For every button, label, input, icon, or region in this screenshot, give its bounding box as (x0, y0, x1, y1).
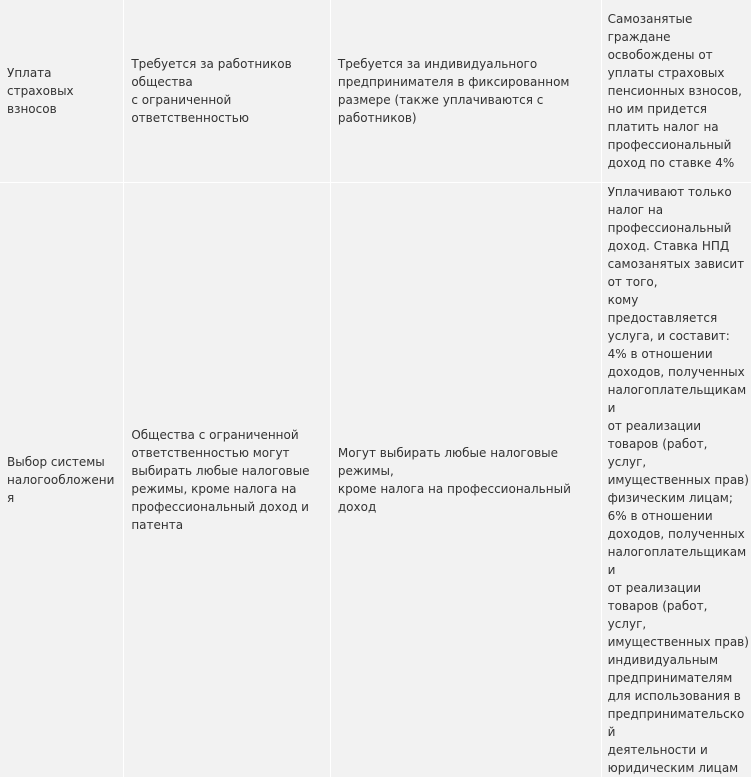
self-employed-cell: Уплачивают только налог на профессиональный доход. Ставка НПД самозанятых зависит от того, кому предоставляется услуга, и составит: 4% в отношении доходов, полученных налогоплательщиками от реализации товаров (работ, услуг, имущественных прав) физическим лицам; 6% в отношении доходов, полученных налогоплательщиками от реализации товаров (работ, услуг, имущественных прав) индивидуальным предпринимателям для использования в предпринимательской деятельности и юридическим лицам (601, 183, 751, 778)
self-employed-cell: Самозанятые граждане освобождены от уплаты страховых пенсионных взносов, но им придется платить налог на профессиональный доход по ставке 4% (601, 0, 751, 183)
ip-cell: Требуется за индивидуального предпринимателя в фиксированном размере (также уплачиваются с работников) (330, 0, 601, 183)
row-label-cell: Выбор системы налогообложения (0, 183, 124, 778)
table-row-tax-system (0, 183, 751, 778)
llc-cell: Общества с ограниченной ответственностью могут выбирать любые налоговые режимы, кроме налога на профессиональный доход и патента (124, 183, 331, 778)
row-label-cell: Уплата страховых взносов (0, 0, 124, 183)
ip-cell: Могут выбирать любые налоговые режимы, кроме налога на профессиональный доход (330, 183, 601, 778)
llc-cell: Требуется за работников общества с ограниченной ответственностью (124, 0, 331, 183)
table-row-insurance-contributions (0, 0, 751, 183)
